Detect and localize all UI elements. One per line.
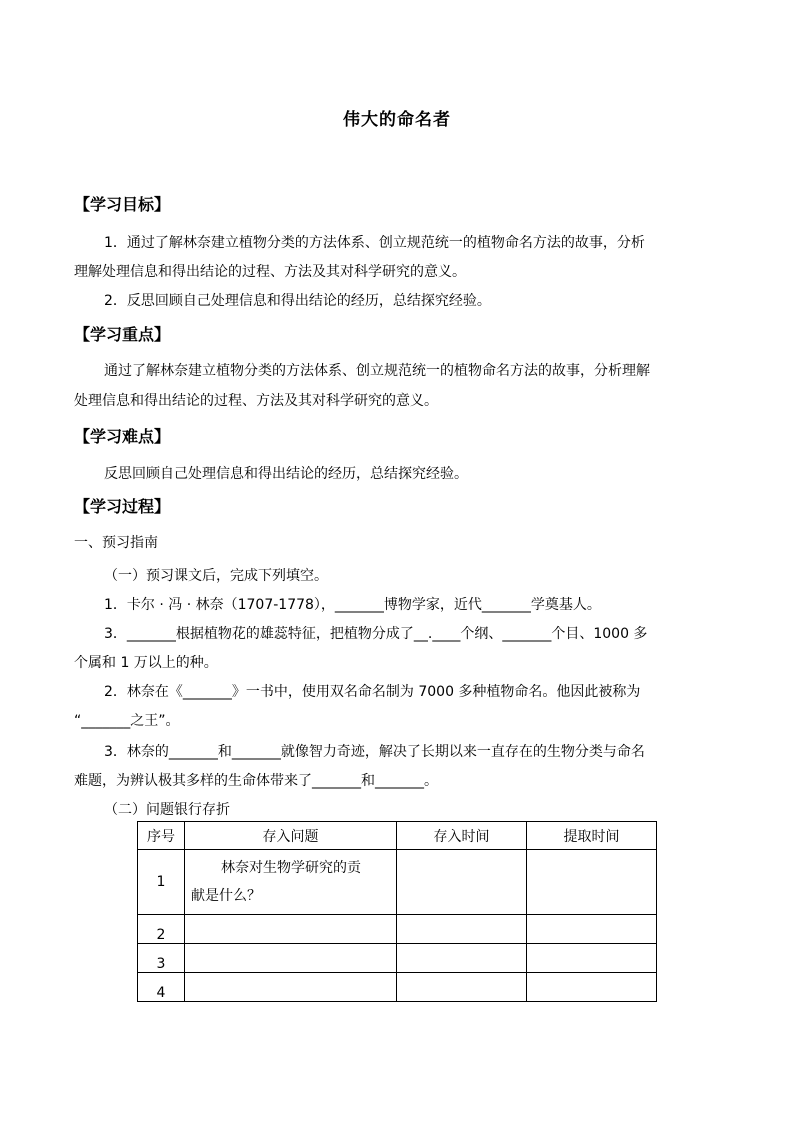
process-part-1: 一、预习指南 [74, 535, 158, 551]
heading-learning-focus: 【学习重点】 [74, 325, 171, 344]
heading-learning-difficulty: 【学习难点】 [74, 427, 171, 446]
question-cell [185, 850, 397, 915]
withdraw-time-cell [527, 850, 657, 915]
goals-line-2: 理解处理信息和得出结论的过程、方法及其对科学研究的意义。 [74, 264, 466, 280]
process-sub-2: （二）问题银行存折 [104, 802, 230, 818]
goals-line-1: 1．通过了解林奈建立植物分类的方法体系、创立规范统一的植物命名方法的故事，分析 [104, 235, 645, 251]
table-row [138, 973, 657, 1002]
header-withdraw-time: 提取时间 [527, 822, 657, 850]
question-cell [185, 915, 397, 944]
table-row [138, 915, 657, 944]
heading-learning-goals: 【学习目标】 [74, 195, 171, 214]
question-cell [185, 944, 397, 973]
header-deposit-question: 存入问题 [185, 822, 397, 850]
focus-line-2: 处理信息和得出结论的过程、方法及其对科学研究的意义。 [74, 393, 438, 409]
withdraw-time-cell [527, 973, 657, 1002]
fill-question-3-line-1: 2．林奈在《_______》一书中，使用双名命名制为 7000 多种植物命名。他因此被称为 [104, 684, 641, 700]
fill-question-3-line-2: “_______之王”。 [74, 713, 180, 729]
withdraw-time-cell [527, 915, 657, 944]
table-header-row [138, 822, 657, 850]
process-sub-1: （一）预习课文后，完成下列填空。 [104, 568, 328, 584]
question-line-1: 林奈对生物学研究的贡 [221, 860, 361, 876]
row-number: 2 [138, 915, 185, 944]
table-row [138, 850, 657, 915]
fill-question-4-line-1: 3．林奈的_______和_______就像智力奇迹，解决了长期以来一直存在的生物分类与命名 [104, 744, 645, 760]
focus-line-1: 通过了解林奈建立植物分类的方法体系、创立规范统一的植物命名方法的故事，分析理解 [104, 363, 650, 379]
document-title: 伟大的命名者 [343, 110, 451, 130]
difficulty-line-1: 反思回顾自己处理信息和得出结论的经历，总结探究经验。 [104, 466, 468, 482]
row-number: 4 [138, 973, 185, 1002]
row-number: 3 [138, 944, 185, 973]
deposit-time-cell [397, 973, 527, 1002]
deposit-time-cell [397, 944, 527, 973]
deposit-time-cell [397, 850, 527, 915]
question-line-2: 献是什么？ [191, 888, 261, 904]
header-deposit-time: 存入时间 [397, 822, 527, 850]
question-bank-table [137, 821, 657, 1002]
fill-question-2-line-2: 个属和 1 万以上的种。 [74, 655, 218, 671]
deposit-time-cell [397, 915, 527, 944]
fill-question-2-line-1: 3．_______根据植物花的雄蕊特征，把植物分成了__.____个纲、_______个目、1000 多 [104, 626, 648, 642]
table-row [138, 944, 657, 973]
header-serial-number: 序号 [138, 822, 185, 850]
question-cell [185, 973, 397, 1002]
goals-line-3: 2．反思回顾自己处理信息和得出结论的经历，总结探究经验。 [104, 293, 491, 309]
row-number: 1 [138, 850, 185, 915]
fill-question-4-line-2: 难题，为辨认极其多样的生命体带来了_______和_______。 [74, 773, 438, 789]
withdraw-time-cell [527, 944, 657, 973]
heading-learning-process: 【学习过程】 [74, 497, 171, 516]
fill-question-1: 1．卡尔 · 冯 · 林奈（1707-1778），_______博物学家，近代_______学奠基人。 [104, 597, 601, 613]
